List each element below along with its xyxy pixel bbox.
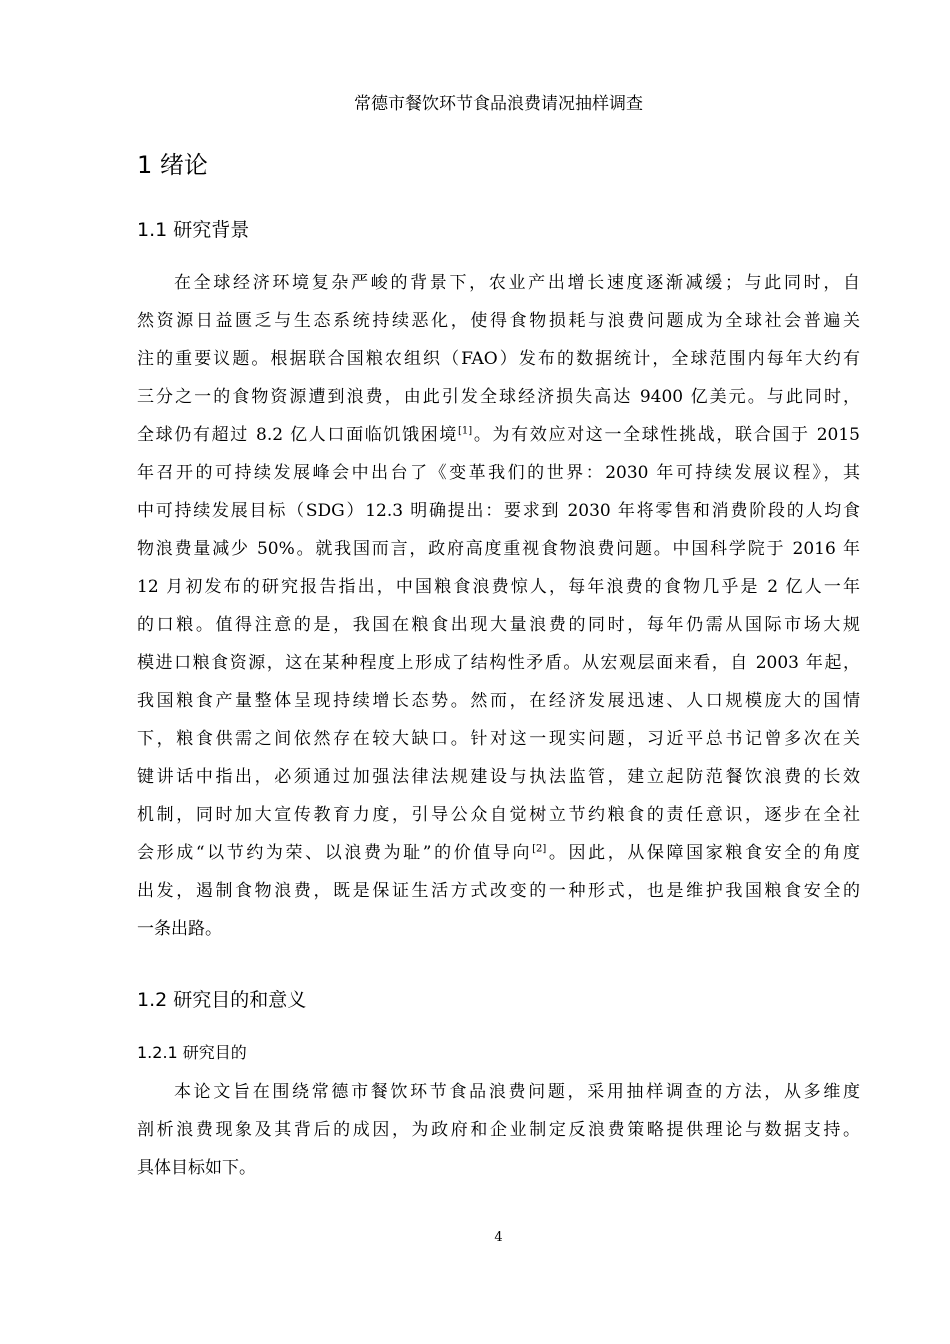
paragraph-line: 下，粮食供需之间依然存在较大缺口。针对这一现实问题，习近平总书记曾多次在关 xyxy=(137,729,860,749)
paragraph-line: 在全球经济环境复杂严峻的背景下，农业产出增长速度逐渐减缓；与此同时，自 xyxy=(174,273,860,293)
paragraph-background xyxy=(137,264,860,948)
paragraph-line: 剖析浪费现象及其背后的成因，为政府和企业制定反浪费策略提供理论与数据支持。 xyxy=(137,1120,860,1140)
line-text: 。为有效应对这一全球性挑战，联合国于 2015 xyxy=(472,425,860,445)
paragraph-line: 12 月初发布的研究报告指出，中国粮食浪费惊人，每年浪费的食物几乎是 2 亿人一年 xyxy=(137,577,860,597)
paragraph-line: 机制，同时加大宣传教育力度，引导公众自觉树立节约粮食的责任意识，逐步在全社 xyxy=(137,805,860,825)
paragraph-line: 年召开的可持续发展峰会中出台了《变革我们的世界：2030 年可持续发展议程》，其 xyxy=(137,463,860,483)
section-heading-1-1: 1.1 研究背景 xyxy=(137,219,250,241)
section-heading-1-2: 1.2 研究目的和意义 xyxy=(137,989,307,1011)
paragraph-line: 出发，遏制食物浪费，既是保证生活方式改变的一种形式，也是维护我国粮食安全的 xyxy=(137,881,860,901)
line-text: 会形成“以节约为荣、以浪费为耻”的价值导向 xyxy=(137,843,533,863)
paragraph-line: 然资源日益匮乏与生态系统持续恶化，使得食物损耗与浪费问题成为全球社会普遍关 xyxy=(137,311,860,331)
paragraph-line: 具体目标如下。 xyxy=(137,1158,256,1178)
paragraph-line: 我国粮食产量整体呈现持续增长态势。然而，在经济发展迅速、人口规模庞大的国情 xyxy=(137,691,860,711)
citation-marker: [2] xyxy=(532,843,547,855)
paragraph-line: 物浪费量减少 50%。就我国而言，政府高度重视食物浪费问题。中国科学院于 2016 年 xyxy=(137,539,860,559)
line-text: 全球仍有超过 8.2 亿人口面临饥饿困境 xyxy=(137,425,459,445)
citation-marker: [1] xyxy=(458,425,473,437)
paragraph-line: 中可持续发展目标（SDG）12.3 明确提出：要求到 2030 年将零售和消费阶段的人均食 xyxy=(137,501,860,521)
chapter-heading: 1 绪论 xyxy=(137,151,208,179)
paragraph-line: 的口粮。值得注意的是，我国在粮食出现大量浪费的同时，每年仍需从国际市场大规 xyxy=(137,615,860,635)
paragraph-line xyxy=(137,416,860,454)
paragraph-line: 三分之一的食物资源遭到浪费，由此引发全球经济损失高达 9400 亿美元。与此同时， xyxy=(137,387,860,407)
running-header: 常德市餐饮环节食品浪费请况抽样调查 xyxy=(354,94,643,114)
paragraph-line: 本论文旨在围绕常德市餐饮环节食品浪费问题，采用抽样调查的方法，从多维度 xyxy=(174,1082,860,1102)
paragraph-line: 注的重要议题。根据联合国粮农组织（FAO）发布的数据统计，全球范围内每年大约有 xyxy=(137,349,860,369)
page-number: 4 xyxy=(494,1230,503,1245)
paragraph-line: 模进口粮食资源，这在某种程度上形成了结构性矛盾。从宏观层面来看，自 2003 年起， xyxy=(137,653,860,673)
paragraph-line: 一条出路。 xyxy=(137,919,222,939)
paragraph-purpose xyxy=(137,1073,860,1187)
paragraph-line xyxy=(137,834,860,872)
paragraph-line: 键讲话中指出，必须通过加强法律法规建设与执法监管，建立起防范餐饮浪费的长效 xyxy=(137,767,860,787)
subsection-heading-1-2-1: 1.2.1 研究目的 xyxy=(137,1043,247,1062)
line-text: 。因此，从保障国家粮食安全的角度 xyxy=(546,843,860,863)
